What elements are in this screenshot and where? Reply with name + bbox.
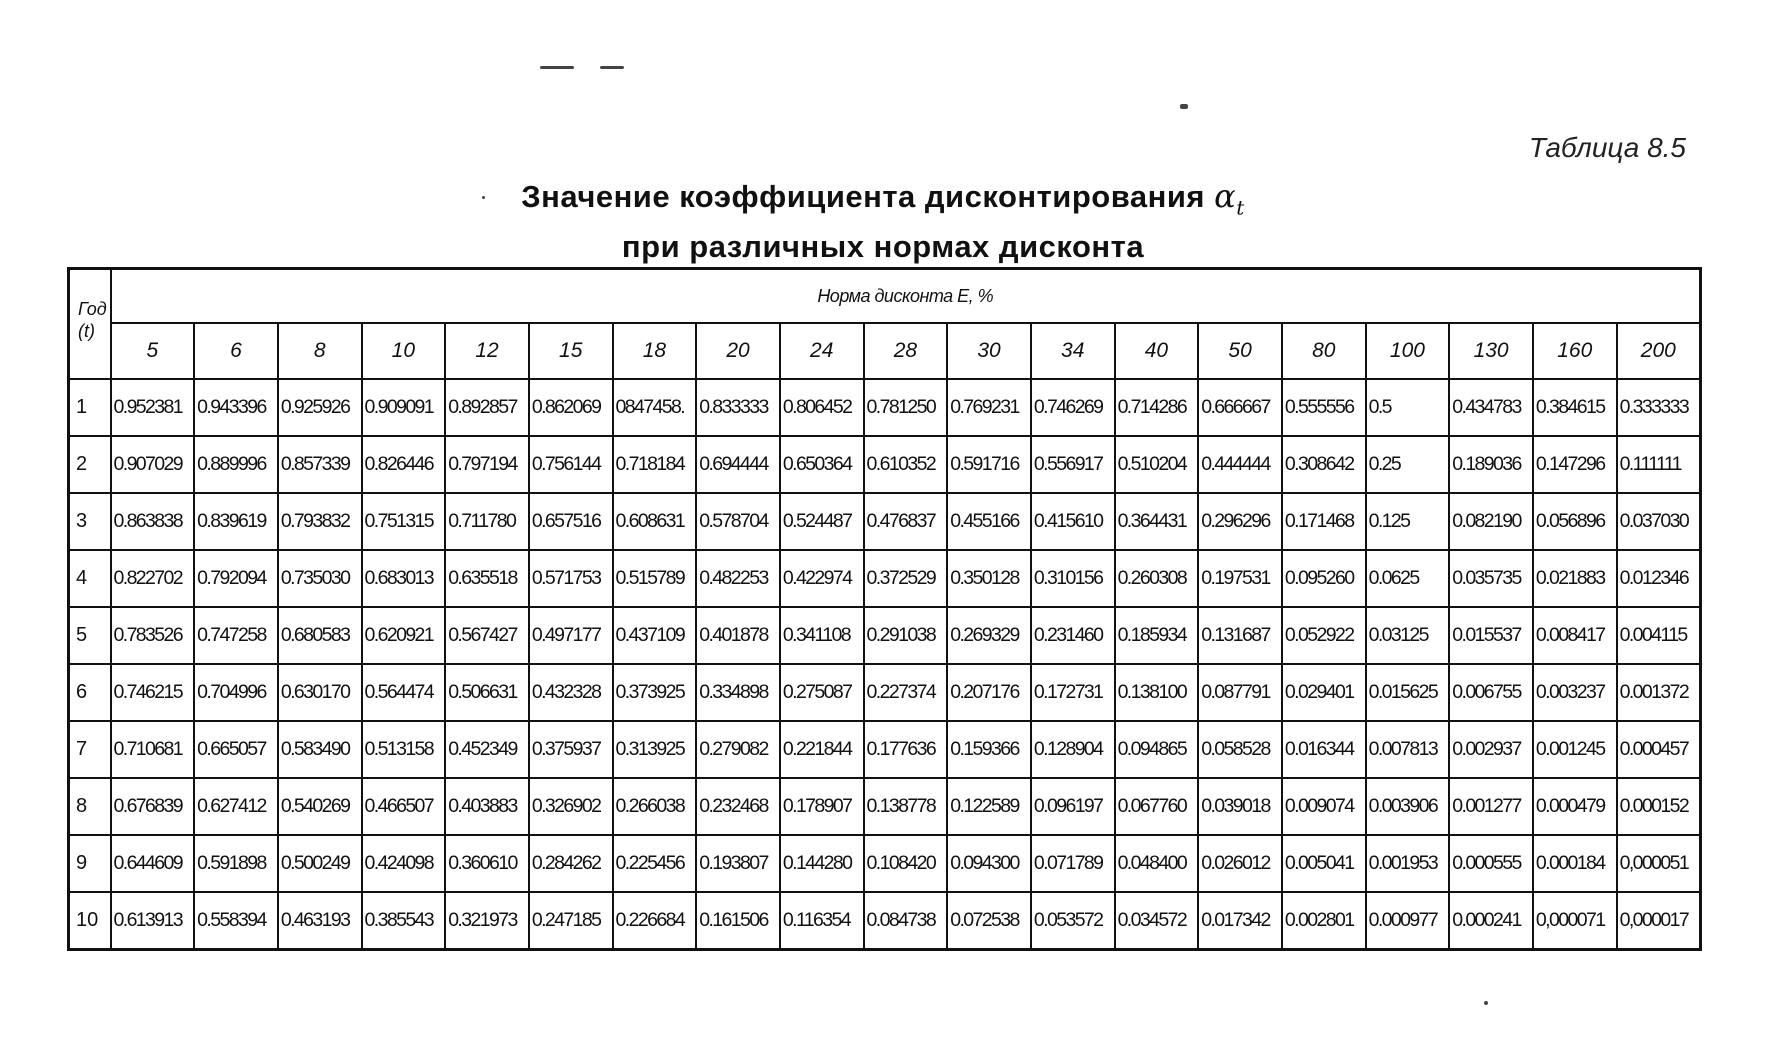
factor-cell: 0.432328 [529, 664, 613, 721]
factor-cell: 0.021883 [1533, 550, 1617, 607]
factor-cell: 0.373925 [613, 664, 697, 721]
factor-cell: 0.001953 [1366, 835, 1450, 892]
factor-cell: 0.207176 [947, 664, 1031, 721]
factor-cell: 0.094300 [947, 835, 1031, 892]
factor-cell: 0.082190 [1449, 493, 1533, 550]
factor-cell: 0.711780 [445, 493, 529, 550]
page-title [0, 176, 1766, 267]
factor-cell: 0.000977 [1366, 892, 1450, 949]
rate-header-50: 50 [1198, 323, 1282, 379]
factor-cell: 0.108420 [864, 835, 948, 892]
table-row [69, 607, 1701, 664]
rate-header-12: 12 [445, 323, 529, 379]
factor-cell: 0.052922 [1282, 607, 1366, 664]
factor-cell: 0.275087 [780, 664, 864, 721]
factor-cell: 0.781250 [864, 379, 948, 436]
rate-header-30: 30 [947, 323, 1031, 379]
factor-cell: 0.826446 [362, 436, 446, 493]
factor-cell: 0.159366 [947, 721, 1031, 778]
factor-cell: 0.193807 [696, 835, 780, 892]
factor-cell: 0.016344 [1282, 721, 1366, 778]
factor-cell: 0.463193 [278, 892, 362, 949]
factor-cell: 0.756144 [529, 436, 613, 493]
table-row [69, 550, 1701, 607]
factor-cell: 0.25 [1366, 436, 1450, 493]
factor-cell: 0.863838 [111, 493, 195, 550]
factor-cell: 0.676839 [111, 778, 195, 835]
factor-cell: 0.128904 [1031, 721, 1115, 778]
factor-cell: 0.172731 [1031, 664, 1115, 721]
factor-cell: 0.943396 [194, 379, 278, 436]
factor-cell: 0.452349 [445, 721, 529, 778]
factor-cell: 0.704996 [194, 664, 278, 721]
factor-cell: 0.007813 [1366, 721, 1450, 778]
factor-cell: 0.571753 [529, 550, 613, 607]
factor-cell: 0.111111 [1617, 436, 1701, 493]
factor-cell: 0.665057 [194, 721, 278, 778]
factor-cell: 0.058528 [1198, 721, 1282, 778]
title-line-2: при различных нормах дисконта [621, 229, 1145, 265]
factor-cell: 0.839619 [194, 493, 278, 550]
rate-header-20: 20 [696, 323, 780, 379]
factor-cell: 0.037030 [1617, 493, 1701, 550]
factor-cell: 0.177636 [864, 721, 948, 778]
year-cell: 4 [69, 550, 111, 607]
factor-cell: 0.279082 [696, 721, 780, 778]
factor-cell: 0.567427 [445, 607, 529, 664]
factor-cell: 0.125 [1366, 493, 1450, 550]
factor-cell: 0.291038 [864, 607, 948, 664]
factor-cell: 0.084738 [864, 892, 948, 949]
year-cell: 5 [69, 607, 111, 664]
factor-cell: 0.232468 [696, 778, 780, 835]
factor-cell: 0.000555 [1449, 835, 1533, 892]
factor-cell: 0.792094 [194, 550, 278, 607]
year-cell: 8 [69, 778, 111, 835]
factor-cell: 0.360610 [445, 835, 529, 892]
factor-cell: 0.000184 [1533, 835, 1617, 892]
factor-cell: 0.497177 [529, 607, 613, 664]
factor-cell: 0.003906 [1366, 778, 1450, 835]
factor-cell: 0.056896 [1533, 493, 1617, 550]
factor-cell: 0.909091 [362, 379, 446, 436]
factor-cell: 0.455166 [947, 493, 1031, 550]
factor-cell: 0.857339 [278, 436, 362, 493]
factor-cell: 0.424098 [362, 835, 446, 892]
factor-cell: 0.178907 [780, 778, 864, 835]
title-line-1 [0, 176, 1766, 227]
factor-cell: 0.171468 [1282, 493, 1366, 550]
factor-cell: 0.067760 [1115, 778, 1199, 835]
factor-cell: 0.644609 [111, 835, 195, 892]
factor-cell: 0.000241 [1449, 892, 1533, 949]
factor-cell: 0.482253 [696, 550, 780, 607]
factor-cell: 0.094865 [1115, 721, 1199, 778]
factor-cell: 0.161506 [696, 892, 780, 949]
factor-cell: 0.001372 [1617, 664, 1701, 721]
factor-cell: 0.635518 [445, 550, 529, 607]
factor-cell: 0.029401 [1282, 664, 1366, 721]
factor-cell: 0.009074 [1282, 778, 1366, 835]
factor-cell: 0.321973 [445, 892, 529, 949]
factor-cell: 0.591898 [194, 835, 278, 892]
factor-cell: 0.0625 [1366, 550, 1450, 607]
factor-cell: 0.564474 [362, 664, 446, 721]
factor-cell: 0.260308 [1115, 550, 1199, 607]
factor-cell: 0.862069 [529, 379, 613, 436]
factor-cell: 0.072538 [947, 892, 1031, 949]
scan-artifact [1180, 104, 1188, 109]
factor-cell: 0.313925 [613, 721, 697, 778]
factor-cell: 0.694444 [696, 436, 780, 493]
factor-cell: 0.087791 [1198, 664, 1282, 721]
factor-cell: 0.071789 [1031, 835, 1115, 892]
factor-cell: 0.583490 [278, 721, 362, 778]
factor-cell: 0.793832 [278, 493, 362, 550]
factor-cell: 0.666667 [1198, 379, 1282, 436]
year-cell: 1 [69, 379, 111, 436]
factor-cell: 0.907029 [111, 436, 195, 493]
factor-cell: 0.296296 [1198, 493, 1282, 550]
scan-artifact [600, 66, 624, 69]
factor-cell: 0.578704 [696, 493, 780, 550]
factor-cell: 0,000017 [1617, 892, 1701, 949]
factor-cell: 0.437109 [613, 607, 697, 664]
factor-cell: 0.000152 [1617, 778, 1701, 835]
factor-cell: 0.735030 [278, 550, 362, 607]
factor-cell: 0.510204 [1115, 436, 1199, 493]
factor-cell: 0.266038 [613, 778, 697, 835]
factor-cell: 0.385543 [362, 892, 446, 949]
factor-cell: 0.048400 [1115, 835, 1199, 892]
factor-cell: 0.364431 [1115, 493, 1199, 550]
factor-cell: 0.308642 [1282, 436, 1366, 493]
factor-cell: 0.003237 [1533, 664, 1617, 721]
factor-cell: 0.540269 [278, 778, 362, 835]
scan-artifact [540, 66, 574, 69]
year-cell: 3 [69, 493, 111, 550]
table-row [69, 664, 1701, 721]
factor-cell: 0.783526 [111, 607, 195, 664]
scan-artifact [1484, 1001, 1488, 1005]
rate-header-34: 34 [1031, 323, 1115, 379]
year-cell: 9 [69, 835, 111, 892]
factor-cell: 0.284262 [529, 835, 613, 892]
factor-cell: 0.000479 [1533, 778, 1617, 835]
factor-cell: 0.269329 [947, 607, 1031, 664]
factor-cell: 0.797194 [445, 436, 529, 493]
table-row [69, 892, 1701, 949]
factor-cell: 0.746215 [111, 664, 195, 721]
factor-cell: 0.558394 [194, 892, 278, 949]
factor-cell: 0.403883 [445, 778, 529, 835]
factor-cell: 0.350128 [947, 550, 1031, 607]
factor-cell: 0.747258 [194, 607, 278, 664]
factor-cell: 0.630170 [278, 664, 362, 721]
rate-header-row [69, 323, 1701, 379]
factor-cell: 0.227374 [864, 664, 948, 721]
factor-cell: 0.952381 [111, 379, 195, 436]
rate-header-130: 130 [1449, 323, 1533, 379]
factor-cell: 0.326902 [529, 778, 613, 835]
factor-cell: 0.225456 [613, 835, 697, 892]
factor-cell: 0.524487 [780, 493, 864, 550]
table-row [69, 721, 1701, 778]
year-cell: 6 [69, 664, 111, 721]
factor-cell: 0.116354 [780, 892, 864, 949]
factor-cell: 0.341108 [780, 607, 864, 664]
factor-cell: 0.333333 [1617, 379, 1701, 436]
rate-header-18: 18 [613, 323, 697, 379]
factor-cell: 0.144280 [780, 835, 864, 892]
factor-cell: 0.476837 [864, 493, 948, 550]
factor-cell: 0.000457 [1617, 721, 1701, 778]
factor-cell: 0.718184 [613, 436, 697, 493]
discount-rate-group-header: Норма дисконта E, % [111, 269, 1701, 324]
factor-cell: 0.751315 [362, 493, 446, 550]
factor-cell: 0.746269 [1031, 379, 1115, 436]
factor-cell: 0.122589 [947, 778, 1031, 835]
factor-cell: 0.556917 [1031, 436, 1115, 493]
factor-cell: 0.001245 [1533, 721, 1617, 778]
factor-cell: 0.015625 [1366, 664, 1450, 721]
factor-cell: 0.620921 [362, 607, 446, 664]
factor-cell: 0.5 [1366, 379, 1450, 436]
rate-header-10: 10 [362, 323, 446, 379]
factor-cell: 0.002801 [1282, 892, 1366, 949]
factor-cell: 0.017342 [1198, 892, 1282, 949]
factor-cell: 0.131687 [1198, 607, 1282, 664]
factor-cell: 0.231460 [1031, 607, 1115, 664]
factor-cell: 0.006755 [1449, 664, 1533, 721]
factor-cell: 0.005041 [1282, 835, 1366, 892]
rate-header-15: 15 [529, 323, 613, 379]
factor-cell: 0.375937 [529, 721, 613, 778]
factor-cell: 0.026012 [1198, 835, 1282, 892]
factor-cell: 0,000071 [1533, 892, 1617, 949]
factor-cell: 0.138778 [864, 778, 948, 835]
factor-cell: 0.034572 [1115, 892, 1199, 949]
factor-cell: 0.004115 [1617, 607, 1701, 664]
factor-cell: 0.627412 [194, 778, 278, 835]
year-cell: 2 [69, 436, 111, 493]
factor-cell: 0.185934 [1115, 607, 1199, 664]
factor-cell: 0.001277 [1449, 778, 1533, 835]
factor-cell: 0.515789 [613, 550, 697, 607]
factor-cell: 0.012346 [1617, 550, 1701, 607]
factor-cell: 0.415610 [1031, 493, 1115, 550]
rate-header-80: 80 [1282, 323, 1366, 379]
year-column-header: Год (t) [69, 269, 111, 380]
table-caption: Таблица 8.5 [1528, 132, 1686, 163]
factor-cell: 0.247185 [529, 892, 613, 949]
factor-cell: 0.500249 [278, 835, 362, 892]
factor-cell: 0.095260 [1282, 550, 1366, 607]
discount-factor-table [67, 267, 1702, 951]
group-header-row [69, 269, 1701, 324]
rate-header-5: 5 [111, 323, 195, 379]
factor-cell: 0.138100 [1115, 664, 1199, 721]
table-row [69, 436, 1701, 493]
factor-cell: 0.822702 [111, 550, 195, 607]
factor-cell: 0.384615 [1533, 379, 1617, 436]
table-row [69, 778, 1701, 835]
factor-cell: 0.555556 [1282, 379, 1366, 436]
rate-header-100: 100 [1366, 323, 1450, 379]
factor-cell: 0.015537 [1449, 607, 1533, 664]
factor-cell: 0.610352 [864, 436, 948, 493]
rate-header-40: 40 [1115, 323, 1199, 379]
factor-cell: 0.710681 [111, 721, 195, 778]
factor-cell: 0.608631 [613, 493, 697, 550]
factor-cell: 0.889996 [194, 436, 278, 493]
factor-cell: 0.008417 [1533, 607, 1617, 664]
factor-cell: 0.925926 [278, 379, 362, 436]
rate-header-200: 200 [1617, 323, 1701, 379]
year-cell: 7 [69, 721, 111, 778]
rate-header-28: 28 [864, 323, 948, 379]
factor-cell: 0.221844 [780, 721, 864, 778]
factor-cell: 0,000051 [1617, 835, 1701, 892]
alpha-symbol: $\alpha_t$ [1214, 177, 1245, 220]
factor-cell: 0.680583 [278, 607, 362, 664]
factor-cell: 0.096197 [1031, 778, 1115, 835]
factor-cell: 0.591716 [947, 436, 1031, 493]
table-row [69, 835, 1701, 892]
factor-cell: 0.683013 [362, 550, 446, 607]
factor-cell: 0.002937 [1449, 721, 1533, 778]
factor-cell: 0.613913 [111, 892, 195, 949]
rate-header-6: 6 [194, 323, 278, 379]
factor-cell: 0.444444 [1198, 436, 1282, 493]
factor-cell: 0.372529 [864, 550, 948, 607]
factor-cell: 0.833333 [696, 379, 780, 436]
factor-cell: 0.226684 [613, 892, 697, 949]
factor-cell: 0.147296 [1533, 436, 1617, 493]
factor-cell: 0.189036 [1449, 436, 1533, 493]
factor-cell: 0.035735 [1449, 550, 1533, 607]
table-row [69, 493, 1701, 550]
table-row [69, 379, 1701, 436]
title-text-1: Значение коэффициента дисконтирования [521, 179, 1205, 214]
factor-cell: 0847458. [613, 379, 697, 436]
factor-cell: 0.053572 [1031, 892, 1115, 949]
rate-header-160: 160 [1533, 323, 1617, 379]
factor-cell: 0.03125 [1366, 607, 1450, 664]
factor-cell: 0.334898 [696, 664, 780, 721]
factor-cell: 0.039018 [1198, 778, 1282, 835]
factor-cell: 0.466507 [362, 778, 446, 835]
factor-cell: 0.513158 [362, 721, 446, 778]
year-cell: 10 [69, 892, 111, 949]
factor-cell: 0.714286 [1115, 379, 1199, 436]
factor-cell: 0.806452 [780, 379, 864, 436]
factor-cell: 0.506631 [445, 664, 529, 721]
factor-cell: 0.892857 [445, 379, 529, 436]
rate-header-24: 24 [780, 323, 864, 379]
factor-cell: 0.422974 [780, 550, 864, 607]
factor-cell: 0.401878 [696, 607, 780, 664]
rate-header-8: 8 [278, 323, 362, 379]
factor-cell: 0.197531 [1198, 550, 1282, 607]
factor-cell: 0.310156 [1031, 550, 1115, 607]
table-body [69, 379, 1701, 949]
factor-cell: 0.769231 [947, 379, 1031, 436]
factor-cell: 0.434783 [1449, 379, 1533, 436]
factor-cell: 0.650364 [780, 436, 864, 493]
factor-cell: 0.657516 [529, 493, 613, 550]
